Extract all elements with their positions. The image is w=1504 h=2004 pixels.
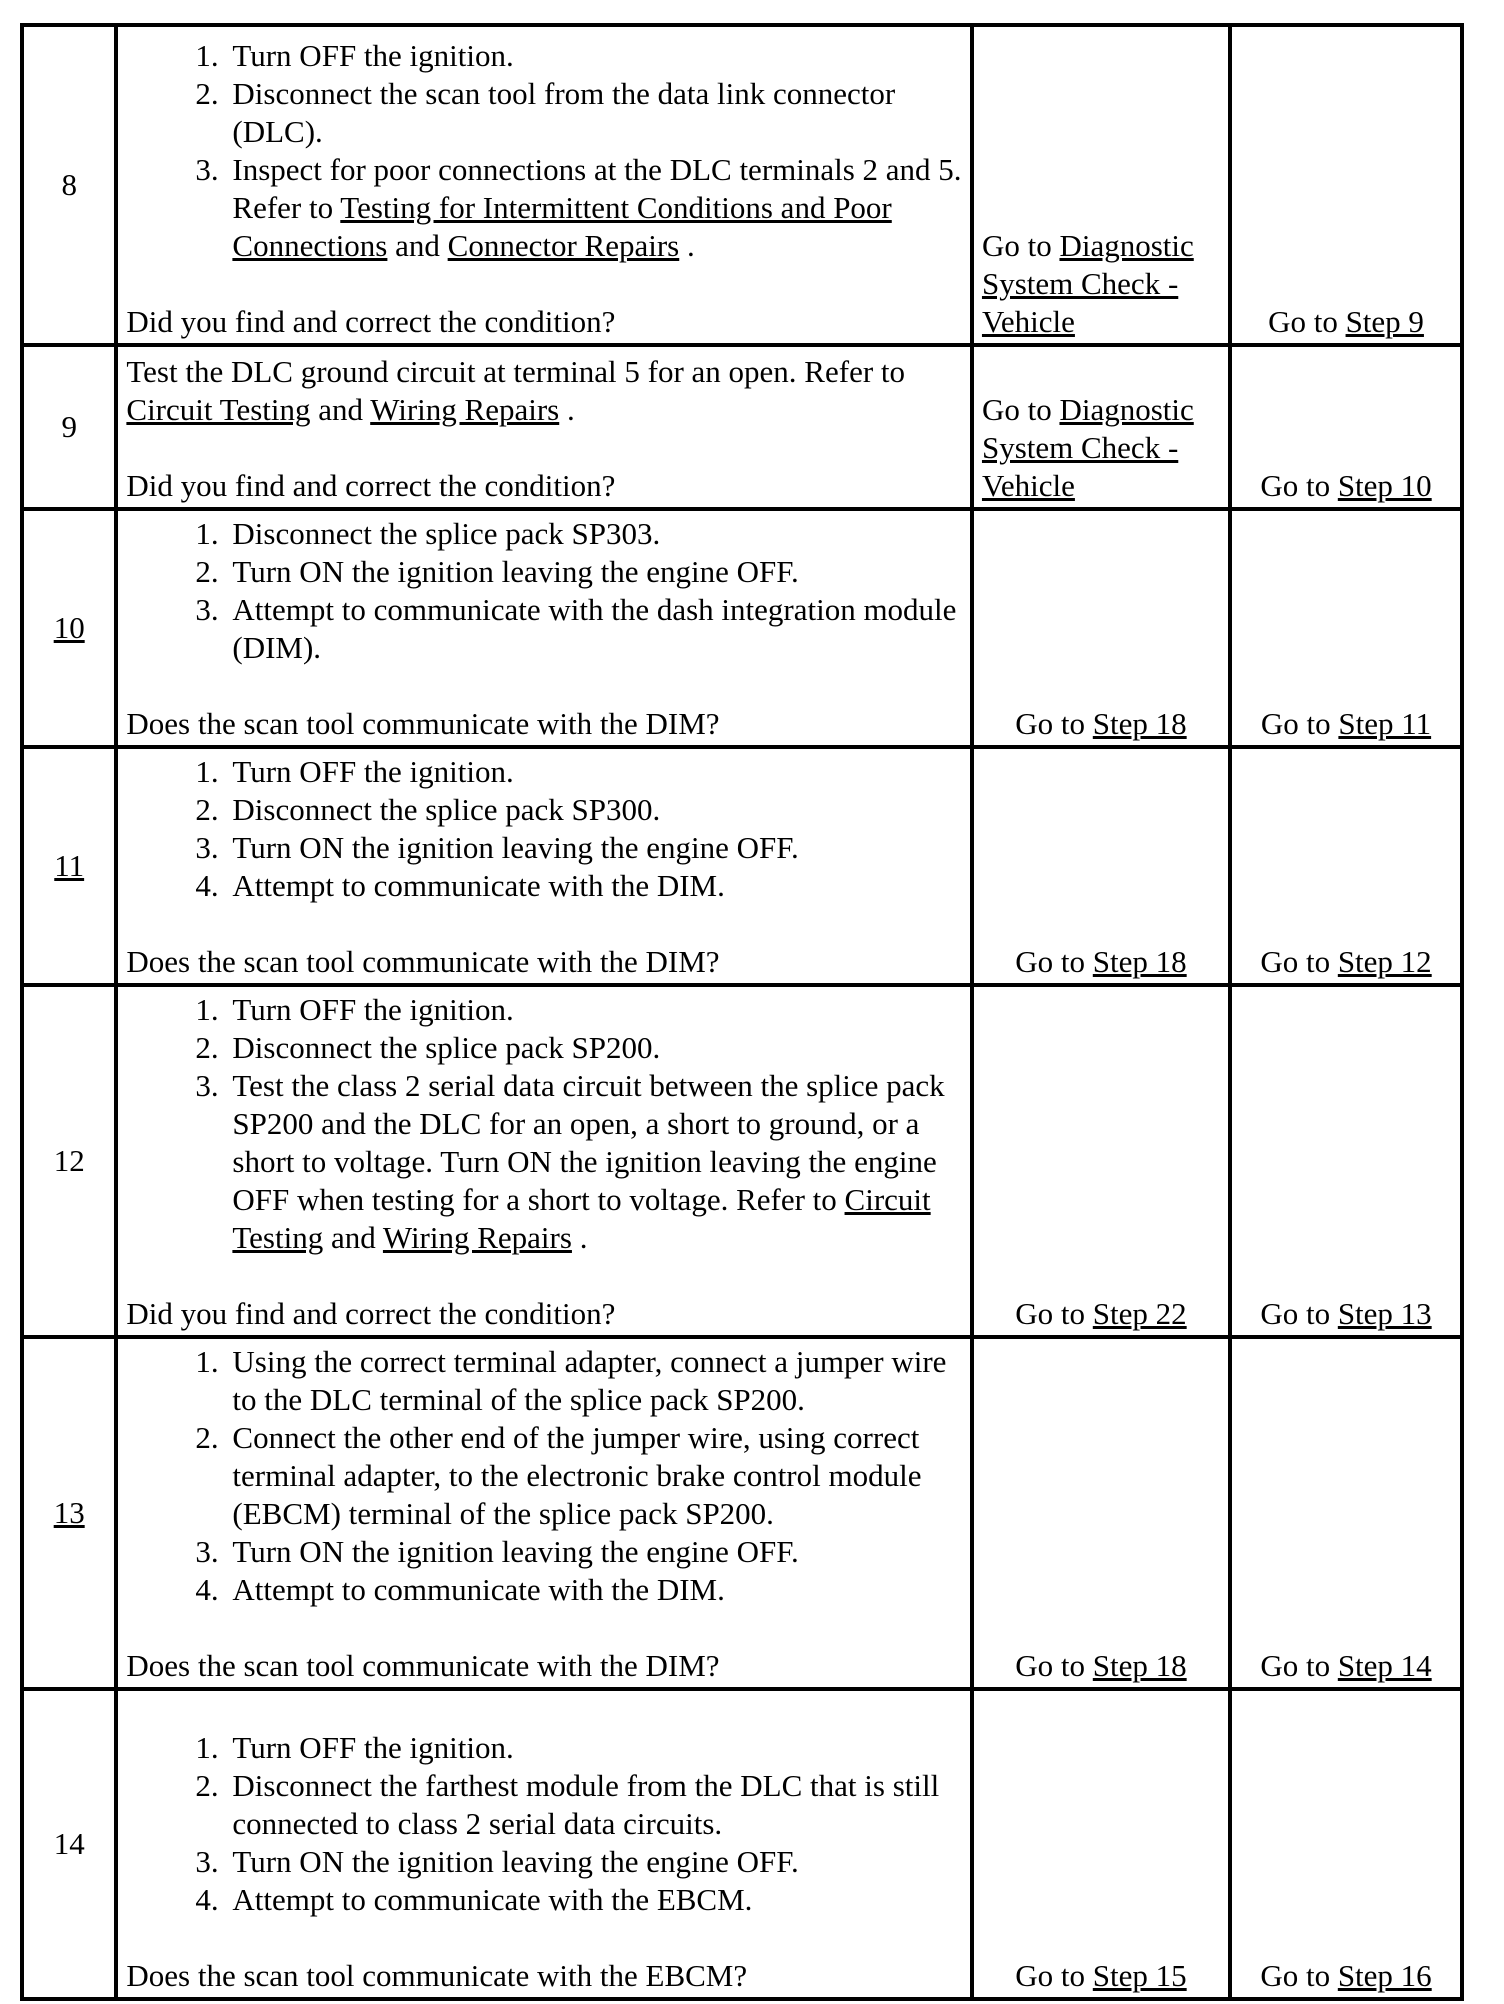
circuit-testing-link[interactable]: Circuit Testing	[126, 392, 311, 427]
circuit-testing-link[interactable]: Circuit Testing	[232, 1182, 931, 1255]
yes-result	[972, 509, 1230, 747]
action-list	[126, 753, 964, 905]
go-to-label: Go to	[1260, 1648, 1338, 1683]
step-11-anchor[interactable]: 11	[54, 848, 85, 883]
step-question: Does the scan tool communicate with the EBCM?	[126, 1958, 748, 1993]
step-11-link[interactable]: Step 11	[1338, 706, 1432, 741]
no-result	[1230, 1689, 1462, 1999]
step-number: 14	[22, 1689, 116, 1999]
go-to-label: Go to	[1015, 944, 1093, 979]
step-text: Test the class 2 serial data circuit between the splice pack SP200 and the DLC for an open, a short to ground, or a short to voltage. Turn ON the ignition leaving the engine OFF when testing for a short to voltage. Refer to	[232, 1068, 945, 1217]
list-item: 2. Turn ON the ignition leaving the engine OFF.	[226, 553, 964, 591]
list-item: 1. Turn OFF the ignition.	[226, 37, 964, 75]
connector-repairs-link[interactable]: Connector Repairs	[447, 228, 680, 263]
yes-result	[972, 1337, 1230, 1689]
diagnostic-steps-table	[20, 23, 1464, 2001]
step-number: 9	[22, 345, 116, 509]
step-action	[116, 1337, 972, 1689]
yes-result	[972, 25, 1230, 345]
list-item: 3. Turn ON the ignition leaving the engine OFF.	[226, 829, 964, 867]
list-item: 1. Disconnect the splice pack SP303.	[226, 515, 964, 553]
action-list	[126, 1729, 964, 1919]
no-result	[1230, 25, 1462, 345]
step-text: Inspect for poor connections at the DLC terminals 2 and 5. Refer to	[232, 152, 962, 225]
table-row	[22, 747, 1462, 985]
step-10-link[interactable]: Step 10	[1337, 468, 1432, 503]
list-item: 1. Turn OFF the ignition.	[226, 1729, 964, 1767]
action-list	[126, 515, 964, 667]
go-to-label: Go to	[1260, 944, 1338, 979]
go-to-label: Go to	[1260, 1296, 1338, 1331]
step-question: Does the scan tool communicate with the DIM?	[126, 1648, 720, 1683]
list-item: 1. Turn OFF the ignition.	[226, 753, 964, 791]
testing-intermittent-conditions-link[interactable]: Testing for Intermittent Conditions and Poor Connections	[232, 190, 892, 263]
step-instruction	[126, 353, 964, 429]
action-list	[126, 37, 964, 265]
step-action	[116, 747, 972, 985]
yes-result	[972, 345, 1230, 509]
action-list	[126, 991, 964, 1257]
no-result	[1230, 509, 1462, 747]
list-item: 3. Attempt to communicate with the dash integration module (DIM).	[226, 591, 964, 667]
step-number: 8	[22, 25, 116, 345]
step-22-link[interactable]: Step 22	[1092, 1296, 1187, 1331]
step-text: .	[679, 228, 695, 263]
yes-result	[972, 1689, 1230, 1999]
step-question: Did you find and correct the condition?	[126, 304, 616, 339]
step-text: .	[571, 1220, 588, 1255]
step-text: Test the DLC ground circuit at terminal 5 for an open. Refer to	[126, 354, 906, 389]
step-number: 12	[22, 985, 116, 1337]
list-item: 2. Connect the other end of the jumper wire, using correct terminal adapter, to the electronic brake control module (EBCM) terminal of the splice pack SP200.	[226, 1419, 964, 1533]
list-item: 4. Attempt to communicate with the EBCM.	[226, 1881, 964, 1919]
table-row	[22, 1337, 1462, 1689]
step-action	[116, 345, 972, 509]
no-result	[1230, 747, 1462, 985]
diagnostic-system-check-link[interactable]: Diagnostic System Check - Vehicle	[981, 228, 1194, 339]
step-question: Does the scan tool communicate with the DIM?	[126, 706, 720, 741]
step-number	[22, 747, 116, 985]
yes-result	[972, 747, 1230, 985]
step-action	[116, 25, 972, 345]
list-item: 3. Turn ON the ignition leaving the engine OFF.	[226, 1533, 964, 1571]
step-action	[116, 509, 972, 747]
table-row	[22, 985, 1462, 1337]
step-text: .	[559, 392, 575, 427]
step-18-link[interactable]: Step 18	[1092, 944, 1187, 979]
step-question: Did you find and correct the condition?	[126, 1296, 616, 1331]
table-row	[22, 25, 1462, 345]
list-item: 3. Turn ON the ignition leaving the engine OFF.	[226, 1843, 964, 1881]
list-item: 2. Disconnect the splice pack SP200.	[226, 1029, 964, 1067]
list-item: 1. Turn OFF the ignition.	[226, 991, 964, 1029]
table-row	[22, 1689, 1462, 1999]
no-result	[1230, 985, 1462, 1337]
step-18-link[interactable]: Step 18	[1092, 1648, 1187, 1683]
yes-result	[972, 985, 1230, 1337]
diagnostic-system-check-link[interactable]: Diagnostic System Check - Vehicle	[981, 392, 1194, 503]
go-to-label: Go to	[1268, 304, 1346, 339]
step-question: Does the scan tool communicate with the DIM?	[126, 944, 720, 979]
go-to-label: Go to	[981, 228, 1060, 263]
step-question: Did you find and correct the condition?	[126, 468, 616, 503]
go-to-label: Go to	[1260, 1958, 1338, 1993]
step-text: and	[323, 1220, 383, 1255]
list-item	[226, 151, 964, 265]
step-9-link[interactable]: Step 9	[1345, 304, 1424, 339]
step-text: and	[387, 228, 448, 263]
list-item: 2. Disconnect the scan tool from the data link connector (DLC).	[226, 75, 964, 151]
go-to-label: Go to	[1015, 1958, 1093, 1993]
action-list	[126, 1343, 964, 1609]
no-result	[1230, 345, 1462, 509]
wiring-repairs-link[interactable]: Wiring Repairs	[370, 392, 560, 427]
go-to-label: Go to	[1015, 706, 1093, 741]
table-row	[22, 345, 1462, 509]
step-10-anchor[interactable]: 10	[53, 610, 85, 645]
list-item: 2. Disconnect the farthest module from the DLC that is still connected to class 2 serial data circuits.	[226, 1767, 964, 1843]
list-item: 1. Using the correct terminal adapter, connect a jumper wire to the DLC terminal of the splice pack SP200.	[226, 1343, 964, 1419]
list-item: 4. Attempt to communicate with the DIM.	[226, 1571, 964, 1609]
step-number	[22, 509, 116, 747]
step-16-link[interactable]: Step 16	[1337, 1958, 1432, 1993]
go-to-label: Go to	[1015, 1296, 1093, 1331]
wiring-repairs-link[interactable]: Wiring Repairs	[382, 1220, 572, 1255]
step-13-anchor[interactable]: 13	[53, 1495, 85, 1530]
step-12-link[interactable]: Step 12	[1337, 944, 1432, 979]
step-number	[22, 1337, 116, 1689]
step-15-link[interactable]: Step 15	[1092, 1958, 1187, 1993]
go-to-label: Go to	[1015, 1648, 1093, 1683]
no-result	[1230, 1337, 1462, 1689]
step-13-link[interactable]: Step 13	[1337, 1296, 1432, 1331]
list-item: 4. Attempt to communicate with the DIM.	[226, 867, 964, 905]
go-to-label: Go to	[1260, 468, 1338, 503]
list-item: 2. Disconnect the splice pack SP300.	[226, 791, 964, 829]
list-item	[226, 1067, 964, 1257]
go-to-label: Go to	[981, 392, 1060, 427]
step-text: and	[310, 392, 371, 427]
step-action	[116, 1689, 972, 1999]
step-14-link[interactable]: Step 14	[1337, 1648, 1432, 1683]
go-to-label: Go to	[1260, 706, 1339, 741]
step-action	[116, 985, 972, 1337]
step-18-link[interactable]: Step 18	[1092, 706, 1187, 741]
table-row	[22, 509, 1462, 747]
